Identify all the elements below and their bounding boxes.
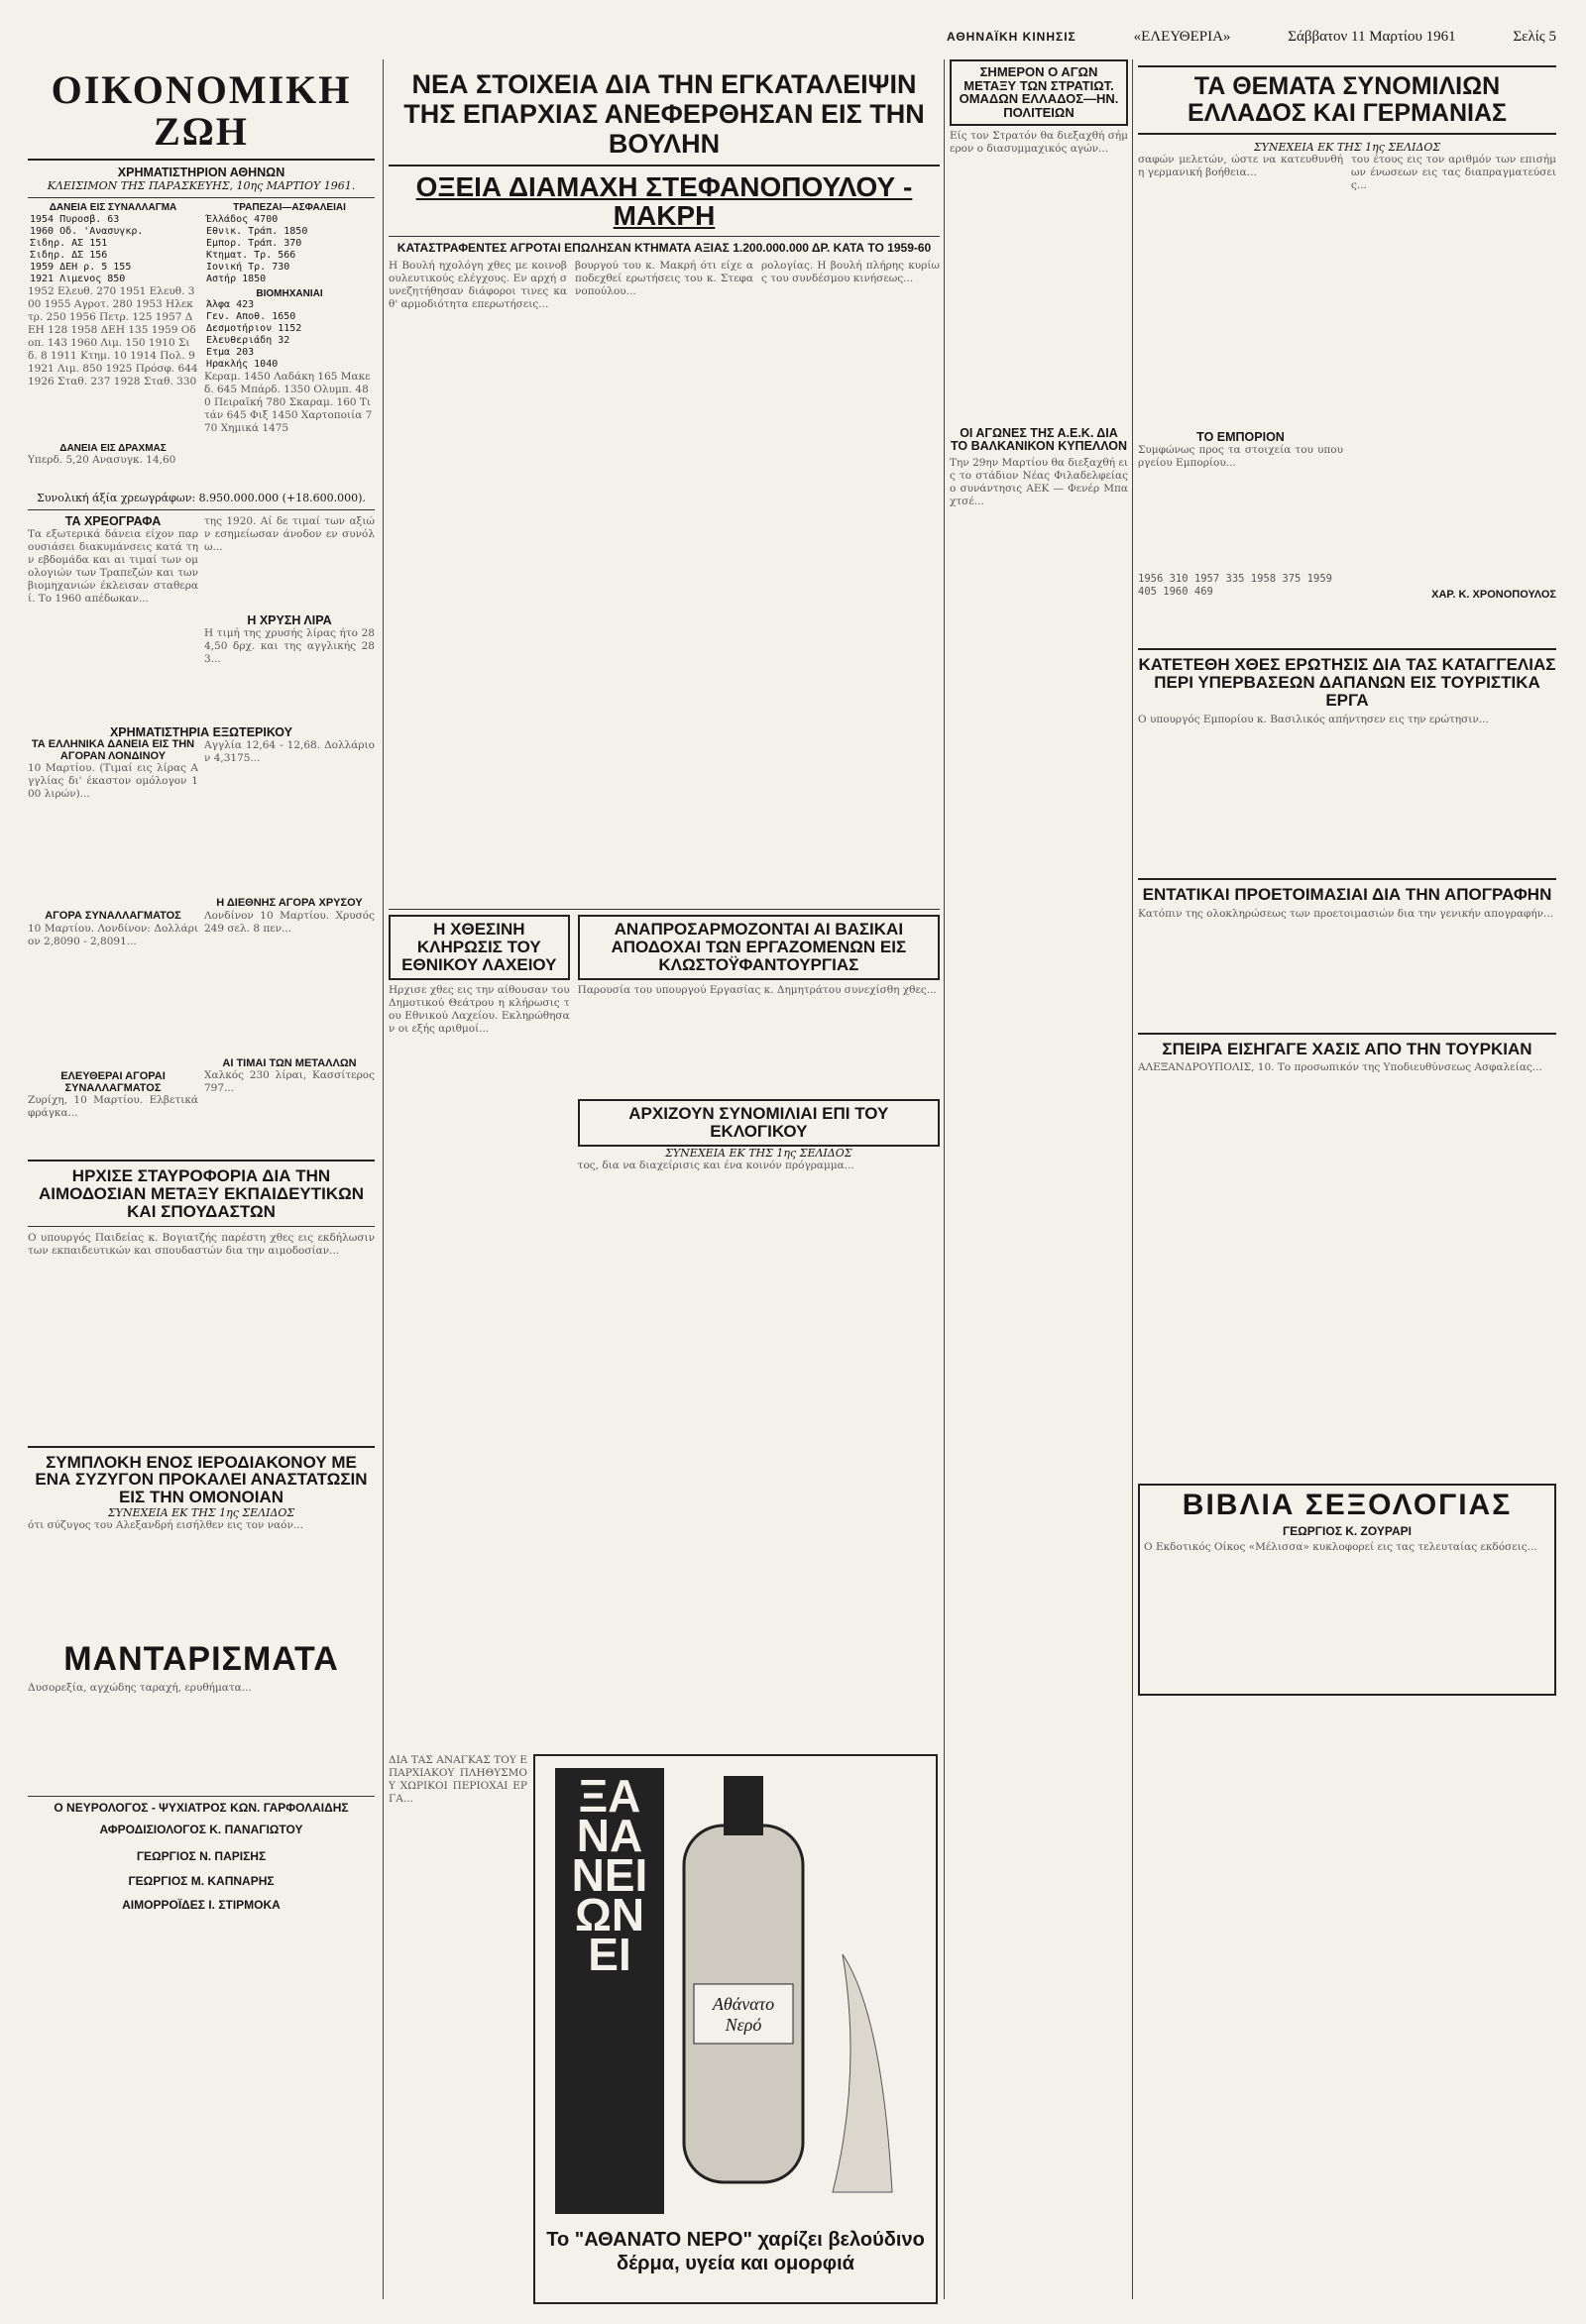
chrography-title: ΤΑ ΧΡΕΟΓΡΑΦΑ: [64, 514, 162, 529]
table-row: 1959 ΔΕΗ ρ. 5 155: [30, 261, 132, 273]
football-headline: ΣΗΜΕΡΟΝ Ο ΑΓΩΝ ΜΕΤΑΞΥ ΤΩΝ ΣΤΡΑΤΙΩΤ. ΟΜΑΔΩΝ ΕΛΛΑΔΟΣ—ΗΝ. ΠΟΛΙΤΕΙΩΝ: [950, 59, 1128, 126]
table-row: Εμπορ. Τράπ. 370: [206, 237, 302, 249]
industries-table: [204, 299, 375, 371]
mantarismata-title: ΜΑΝΤΑΡΙΣΜΑΤΑ: [63, 1640, 339, 1679]
table-row: Γεν. Αποθ. 1650: [206, 311, 296, 323]
table-row: Ελευθεριάδη 32: [206, 335, 290, 347]
table-row: Ιονική Τρ. 730: [206, 261, 290, 273]
books-ad: ΒΙΒΛΙΑ ΣΕΞΟΛΟΓΙΑΣ ΓΕΩΡΓΙΟΣ Κ. ΖΟΥΡΑΡΙ Ο Εκδοτικός Οίκος «Μέλισσα» κυκλοφορεί εις τας τελευταίας εκδόσεις...: [1138, 1484, 1556, 1696]
balkan-headline: ΟΙ ΑΓΩΝΕΣ ΤΗΣ Α.Ε.Κ. ΔΙΑ ΤΟ ΒΑΛΚΑΝΙΚΟΝ ΚΥΠΕΛΛΟΝ: [950, 425, 1128, 453]
table-row: Έλλάδος 4700: [206, 213, 279, 225]
loans-table: [28, 214, 198, 285]
table-row: 1921 Λιμενος 850: [30, 273, 126, 284]
ad-tagline: Το "ΑΘΑΝΑΤΟ ΝΕΡΟ" χαρίζει βελούδινο δέρμα, υγεία και ομορφιά: [546, 2229, 925, 2274]
banks-head: ΤΡΑΠΕΖΑΙ—ΑΣΦΑΛΕΙΑΙ: [233, 202, 346, 214]
closing-line: ΚΛΕΙΣΙΜΟΝ ΤΗΣ ΠΑΡΑΣΚΕΥΗΣ, 10ης ΜΑΡΤΙΟΥ 1961.: [47, 179, 356, 193]
right-columns: ΤΑ ΘΕΜΑΤΑ ΣΥΝΟΜΙΛΙΩΝ ΕΛΛΑΔΟΣ ΚΑΙ ΓΕΡΜΑΝΙΑΣ ΣΥΝΕΧΕΙΑ ΕΚ ΤΗΣ 1ης ΣΕΛΙΔΟΣ σαφών μελετών, ώστε να κατευθυνθή η γερμανική βοήθεια... ΤΟ ΕΜΠΟΡΙΟΝ Συμφώνως προς τα στοιχεία του υπουργείου Εμπορίου... 1956 310 1957 335 1958 375 1959 405 1960 469 του έτους εις τον αριθμόν των επισήμων ένωσεων εις τας διαπραγματεύσεις... ΧΑΡ. Κ. ΧΡΟΝΟΠΟΥΛΟΣ ΚΑΤΕΤΕΘΗ ΧΘΕΣ ΕΡΩΤΗΣΙΣ ΔΙΑ ΤΑΣ ΚΑΤΑΓΓΕΛΙΑΣ ΠΕΡΙ ΥΠΕΡΒΑΣΕΩΝ ΔΑΠΑΝΩΝ ΕΙΣ ΤΟΥΡΙΣΤΙΚΑ ΕΡΓΑ Ο υπουργός Εμπορίου κ. Βασιλικός απήντησεν εις την ερώτησιν... ΕΝΤΑΤΙΚΑΙ ΠΡΟΕΤΟΙΜΑΣΙΑΙ ΔΙΑ ΤΗΝ ΑΠΟΓΡΑΦΗΝ Κατόπιν της ολοκληρώσεως των προετοιμασιών δια την γενικήν απογραφήν... ΣΠΕΙΡΑ ΕΙΣΗΓΑΓΕ ΧΑΣΙΣ ΑΠΟ ΤΗΝ ΤΟΥΡΚΙΑΝ ΑΛΕΞΑΝΔΡΟΥΠΟΛΙΣ, 10. Το προσωπικόν της Υποδιευθύνσεως Ασφαλείας... ΒΙΒΛΙΑ ΣΕΞΟΛΟΓΙΑΣ ΓΕΩΡΓΙΟΣ Κ. ΖΟΥΡΑΡΙ Ο Εκδοτικός Οίκος «Μέλισσα» κυκλοφορεί εις τας τελευταίας εκδόσεις...: [1138, 59, 1556, 2299]
deacon-headline: ΣΥΜΠΛΟΚΗ ΕΝΟΣ ΙΕΡΟΔΙΑΚΟΝΟΥ ΜΕ ΕΝΑ ΣΥΖΥΓΟΝ ΠΡΟΚΑΛΕΙ ΑΝΑΣΤΑΤΩΣΙΝ ΕΙΣ ΤΗΝ ΟΜΟΝΟΙΑΝ: [35, 1452, 368, 1507]
ad-word: ΞΑΝΑΝΕΙΩΝΕΙ: [571, 1770, 648, 1980]
gold-market-title: Η ΔΙΕΘΝΗΣ ΑΓΟΡΑ ΧΡΥΣΟΥ: [216, 897, 363, 910]
census-headline: ΕΝΤΑΤΙΚΑΙ ΠΡΟΕΤΟΙΜΑΣΙΑΙ ΔΙΑ ΤΗΝ ΑΠΟΓΡΑΦΗΝ: [1142, 884, 1552, 904]
questions-headline: ΚΑΤΕΤΕΘΗ ΧΘΕΣ ΕΡΩΤΗΣΙΣ ΔΙΑ ΤΑΣ ΚΑΤΑΓΓΕΛΙΑΣ ΠΕΡΙ ΥΠΕΡΒΑΣΕΩΝ ΔΑΠΑΝΩΝ ΕΙΣ ΤΟΥΡΙΣΤΙΚΑ ΕΡΓΑ: [1138, 655, 1556, 710]
lower-mid-left: ΔΙΑ ΤΑΣ ΑΝΑΓΚΑΣ ΤΟΥ ΕΠΑΡΧΙΑΚΟΥ ΠΛΗΘΥΣΜΟΥ ΧΩΡΙΚΟΙ ΠΕΡΙΟΧΑΙ ΕΡΓΑ...: [389, 1754, 527, 1805]
doctor-ad: ΑΦΡΟΔΙΣΙΟΛΟΓΟΣ Κ. ΠΑΝΑΓΙΩΤΟΥ: [99, 1823, 303, 1837]
gold-title: Η ΧΡΥΣΗ ΛΙΡΑ: [247, 613, 332, 628]
header-date: Σάββατον 11 Μαρτίου 1961: [1288, 28, 1456, 45]
greek-loans-title: ΤΑ ΕΛΛΗΝΙΚΑ ΔΑΝΕΙΑ ΕΙΣ ΤΗΝ ΑΓΟΡΑΝ ΛΟΝΔΙΝΟΥ: [31, 738, 195, 762]
foreign-title: ΧΡΗΜΑΤΙΣΤΗΡΙΑ ΕΞΩΤΕΡΙΚΟΥ: [109, 725, 293, 740]
industries-head: ΒΙΟΜΗΧΑΝΙΑΙ: [256, 287, 323, 299]
table-row: Εθνικ. Τράπ. 1850: [206, 225, 308, 237]
table-row: Δεσμοτήριον 1152: [206, 323, 302, 335]
free-markets-title: ΕΛΕΥΘΕΡΑΙ ΑΓΟΡΑΙ ΣΥΝΑΛΛΑΓΜΑΤΟΣ: [60, 1070, 166, 1094]
snake-headline: ΣΠΕΙΡΑ ΕΙΣΗΓΑΓΕ ΧΑΣΙΣ ΑΠΟ ΤΗΝ ΤΟΥΡΚΙΑΝ: [1162, 1039, 1532, 1058]
lead-kicker: ΚΑΤΑΣΤΡΑΦΕΝΤΕΣ ΑΓΡΟΤΑΙ ΕΠΩΛΗΣΑΝ ΚΤΗΜΑΤΑ ΑΞΙΑΣ 1.200.000.000 ΔΡ. ΚΑΤΑ ΤΟ 1959-60: [396, 240, 932, 255]
economy-title: ΟΙΚΟΝΟΜΙΚΗ ΖΩΗ: [51, 69, 352, 154]
lead-story: ΝΕΑ ΣΤΟΙΧΕΙΑ ΔΙΑ ΤΗΝ ΕΓΚΑΤΑΛΕΙΨΙΝ ΤΗΣ ΕΠΑΡΧΙΑΣ ΑΝΕΦΕΡΘΗΣΑΝ ΕΙΣ ΤΗΝ ΒΟΥΛΗΝ ΟΞΕΙΑ ΔΙΑΜΑΧΗ ΣΤΕΦΑΝΟΠΟΥΛΟΥ - ΜΑΚΡΗ ΚΑΤΑΣΤΡΑΦΕΝΤΕΣ ΑΓΡΟΤΑΙ ΕΠΩΛΗΣΑΝ ΚΤΗΜΑΤΑ ΑΞΙΑΣ 1.200.000.000 ΔΡ. ΚΑΤΑ ΤΟ 1959-60 Η Βουλή ηχολόγη χθες με κοινοβουλευτικούς ελέγχους. Εν αρχή συνεζητήθησαν διάφοροι τινες καθ' αρμοδιότητα επερωτήσεις... βουργού του κ. Μακρή ότι είχε αποδεχθεί ερωτήσεις του κ. Στεφανοπούλου... ρολογίας. Η βουλή πλήρης κυρίως του συνδέσμου κινήσεως... Η ΧΘΕΣΙΝΗ ΚΛΗΡΩΣΙΣ ΤΟΥ ΕΘΝΙΚΟΥ ΛΑΧΕΙΟΥ Ηρχισε χθες εις την αίθουσαν του Δημοτικού Θεάτρου η κλήρωσις του Εθνικού Λαχείου. Εκληρώθησαν οι εξής αριθμοί... ΑΝΑΠΡΟΣΑΡΜΟΖΟΝΤΑΙ ΑΙ ΒΑΣΙΚΑΙ ΑΠΟΔΟΧΑΙ ΤΩΝ ΕΡΓΑΖΟΜΕΝΩΝ ΕΙΣ ΚΛΩΣΤΟΫΦΑΝΤΟΥΡΓΙΑΣ Παρουσία του υπουργού Εργασίας κ. Δημητράτου συνεχίσθη χθες... ΑΡΧΙΖΟΥΝ ΣΥΝΟΜΙΛΙΑΙ ΕΠΙ ΤΟΥ ΕΚΛΟΓΙΚΟΥ ΣΥΝΕΧΕΙΑ ΕΚ ΤΗΣ 1ης ΣΕΛΙΔΟΣ τος, δια να διαχείρισις και ένα κοινόν πρόγραμμα...: [389, 69, 940, 1171]
athanato-nero-ad: [533, 1754, 938, 2304]
table-row: Ετμα 203: [206, 347, 255, 359]
table-row: Αστήρ 1850: [206, 273, 267, 284]
table-row: Σιδηρ. ΔΣ 156: [30, 249, 108, 261]
textile-headline: ΑΝΑΠΡΟΣΑΡΜΟΖΟΝΤΑΙ ΑΙ ΒΑΣΙΚΑΙ ΑΠΟΔΟΧΑΙ ΤΩΝ ΕΡΓΑΖΟΜΕΝΩΝ ΕΙΣ ΚΛΩΣΤΟΫΦΑΝΤΟΥΡΓΙΑΣ: [578, 915, 940, 980]
doctor-ad: ΓΕΩΡΓΙΟΣ Μ. ΚΑΠΝΑΡΗΣ: [128, 1873, 275, 1888]
table-row: 1954 Πυροσβ. 63: [30, 213, 120, 225]
table-row: Σιδηρ. ΑΣ 151: [30, 237, 108, 249]
sports-column: ΣΗΜΕΡΟΝ Ο ΑΓΩΝ ΜΕΤΑΞΥ ΤΩΝ ΣΤΡΑΤΙΩΤ. ΟΜΑΔΩΝ ΕΛΛΑΔΟΣ—ΗΝ. ΠΟΛΙΤΕΙΩΝ Είς τον Στρατόν θα διεξαχθή σήμερον ο διασυμμαχικός αγών... ΟΙ ΑΓΩΝΕΣ ΤΗΣ Α.Ε.Κ. ΔΙΑ ΤΟ ΒΑΛΚΑΝΙΚΟΝ ΚΥΠΕΛΛΟΝ Την 29ην Μαρτίου θα διεξαχθή εις το στάδιον Νέας Φιλαδελφείας ο συνάντησις ΑΕΚ — Φενέρ Μπαχτσέ...: [950, 59, 1128, 2299]
page-header: [947, 24, 1556, 50]
table-row: Ηρακλής 1040: [206, 359, 279, 371]
continued-label: ΣΥΝΕΧΕΙΑ ΕΚ ΤΗΣ 1ης ΣΕΛΙΔΟΣ: [1253, 141, 1441, 154]
students-headline: ΗΡΧΙΣΕ ΣΤΑΥΡΟΦΟΡΙΑ ΔΙΑ ΤΗΝ ΑΙΜΟΔΟΣΙΑΝ ΜΕΤΑΞΥ ΕΚΠΑΙΔΕΥΤΙΚΩΝ ΚΑΙ ΣΠΟΥΔΑΣΤΩΝ: [38, 1166, 365, 1221]
table-row: Άλφα 423: [206, 299, 255, 311]
header-section: ΑΘΗΝΑΪΚΗ ΚΙΝΗΣΙΣ: [947, 30, 1076, 44]
table-row: 1960 Οδ. 'Ανασυγκρ.: [30, 225, 144, 237]
banks-table: [204, 214, 375, 285]
metals-title: ΑΙ ΤΙΜΑΙ ΤΩΝ ΜΕΤΑΛΛΩΝ: [222, 1056, 357, 1069]
header-paper: «ΕΛΕΥΘΕΡΙΑ»: [1133, 28, 1231, 45]
talks-headline: ΤΑ ΘΕΜΑΤΑ ΣΥΝΟΜΙΛΙΩΝ ΕΛΛΑΔΟΣ ΚΑΙ ΓΕΡΜΑΝΙΑΣ: [1187, 72, 1508, 127]
books-author: ΓΕΩΡΓΙΟΣ Κ. ΖΟΥΡΑΡΙ: [1282, 1523, 1413, 1538]
ad-bottle-label: Αθάνατο Νερό: [712, 1994, 775, 2035]
drachma-head: ΔΑΝΕΙΑ ΕΙΣ ΔΡΑΧΜΑΣ: [59, 442, 167, 454]
economy-section: ΟΙΚΟΝΟΜΙΚΗ ΖΩΗ ΧΡΗΜΑΤΙΣΤΗΡΙΟΝ ΑΘΗΝΩΝ ΚΛΕΙΣΙΜΟΝ ΤΗΣ ΠΑΡΑΣΚΕΥΗΣ, 10ης ΜΑΡΤΙΟΥ 1961. ΔΑΝΕΙΑ ΕΙΣ ΣΥΝΑΛΛΑΓΜΑ 1954 Πυροσβ. 63 1960 Οδ. 'Ανασυγκρ. Σιδηρ. ΑΣ 151 Σιδηρ. ΔΣ 156 1959 ΔΕΗ ρ. 5 155 1921 Λιμενος 850 1952 Ελευθ. 270 1951 Ελευθ. 300 1955 Αγροτ. 280 1953 Ηλεκτρ. 250 1956 Πετρ. 125 1957 ΔΕΗ 128 1958 ΔΕΗ 135 1959 Οδοπ. 143 1960 Λιμ. 150 1910 Σιδ. 8 1911 Κτημ. 10 1914 Πολ. 9 1921 Λιμ. 850 1925 Πρόσφ. 644 1926 Σταθ. 237 1928 Σταθ. 330 ΔΑΝΕΙΑ ΕΙΣ ΔΡΑΧΜΑΣ Υπερδ. 5,20 Ανασυγκ. 14,60 ΤΡΑΠΕΖΑΙ—ΑΣΦΑΛΕΙΑΙ Έλλάδος 4700 Εθνικ. Τράπ. 1850 Εμπορ. Τράπ. 370 Κτηματ. Τρ. 566 Ιονική Τρ. 730 Αστήρ 1850 ΒΙΟΜΗΧΑΝΙΑΙ Άλφα 423 Γεν. Αποθ. 1650 Δεσμοτήριον 1152 Ελευθεριάδη 32 Ετμα 203 Ηρακλής 1040 Κεραμ. 1450 Λαδάκη 165 Μακεδ. 645 Μπάρδ. 1350 Ολυμπ. 480 Πειραϊκή 780 Σκαραμ. 160 Τιτάν 645 Φιξ 1450 Χαρτοποιία 770 Χημικά 1475 Συνολική άξία χρεωγράφων: 8.950.000.000 (+18.600.000). ΤΑ ΧΡΕΟΓΡΑΦΑ Τα εξωτερικά δάνεια είχον παρουσιάσει διακυμάνσεις κατά την εβδομάδα και αι τιμαί των ομολογιών των Τραπεζών και των βιομηχανιών έκλεισαν σταθεραί. Το 1960 απέδωκαν... της 1920. Αί δε τιμαί των αξιών εσημείωσαν άνοδον εν συνόλω... Η ΧΡΥΣΗ ΛΙΡΑ Η τιμή της χρυσής λίρας ήτο 284,50 δρχ. και της αγγλικής 283... ΧΡΗΜΑΤΙΣΤΗΡΙΑ ΕΞΩΤΕΡΙΚΟΥ ΤΑ ΕΛΛΗΝΙΚΑ ΔΑΝΕΙΑ ΕΙΣ ΤΗΝ ΑΓΟΡΑΝ ΛΟΝΔΙΝΟΥ 10 Μαρτίου. (Τιμαί εις λίρας Αγγλίας δι' έκαστον ομόλογον 100 λιρών)... ΑΓΟΡΑ ΣΥΝΑΛΛΑΓΜΑΤΟΣ 10 Μαρτίου. Λονδίνον: Δολλάριον 2,8090 - 2,8091... ΕΛΕΥΘΕΡΑΙ ΑΓΟΡΑΙ ΣΥΝΑΛΛΑΓΜΑΤΟΣ Ζυρίχη, 10 Μαρτίου. Ελβετικά φράγκα... Αγγλία 12,64 - 12,68. Δολλάριον 4,3175... Η ΔΙΕΘΝΗΣ ΑΓΟΡΑ ΧΡΥΣΟΥ Λονδίνον 10 Μαρτίου. Χρυσός 249 σελ. 8 πεν... ΑΙ ΤΙΜΑΙ ΤΩΝ ΜΕΤΑΛΛΩΝ Χαλκός 230 λίραι, Κασσίτερος 797... ΗΡΧΙΣΕ ΣΤΑΥΡΟΦΟΡΙΑ ΔΙΑ ΤΗΝ ΑΙΜΟΔΟΣΙΑΝ ΜΕΤΑΞΥ ΕΚΠΑΙΔΕΥΤΙΚΩΝ ΚΑΙ ΣΠΟΥΔΑΣΤΩΝ Ο υπουργός Παιδείας κ. Βογιατζής παρέστη χθες εις εκδήλωσιν των εκπαιδευτικών και σπουδαστών δια την αιμοδοσίαν... ΣΥΜΠΛΟΚΗ ΕΝΟΣ ΙΕΡΟΔΙΑΚΟΝΟΥ ΜΕ ΕΝΑ ΣΥΖΥΓΟΝ ΠΡΟΚΑΛΕΙ ΑΝΑΣΤΑΤΩΣΙΝ ΕΙΣ ΤΗΝ ΟΜΟΝΟΙΑΝ ΣΥΝΕΧΕΙΑ ΕΚ ΤΗΣ 1ης ΣΕΛΙΔΟΣ ότι σύζυγος του Αλεξανδρή εισήλθεν εις τον ναόν... ΜΑΝΤΑΡΙΣΜΑΤΑ Δυσορεξία, αγχώδης ταραχή, ερυθήματα... Ο ΝΕΥΡΟΛΟΓΟΣ - ΨΥΧΙΑΤΡΟΣ ΚΩΝ. ΓΑΡΦΟΛΑΙΔΗΣ ΑΦΡΟΔΙΣΙΟΛΟΓΟΣ Κ. ΠΑΝΑΓΙΩΤΟΥ ΓΕΩΡΓΙΟΣ Ν. ΠΑΡΙΣΗΣ ΓΕΩΡΓΙΟΣ Μ. ΚΑΠΝΑΡΗΣ ΑΙΜΟΡΡΟΪΔΕΣ Ι. ΣΤΙΡΜΟΚΑ: [28, 69, 375, 1913]
total-value: Συνολική άξία χρεωγράφων: 8.950.000.000 (+18.600.000).: [37, 492, 366, 505]
doctor-ad: Ο ΝΕΥΡΟΛΟΓΟΣ - ΨΥΧΙΑΤΡΟΣ ΚΩΝ. ΓΑΡΦΟΛΑΙΔΗΣ: [54, 1800, 349, 1815]
lead-subheadline: ΟΞΕΙΑ ΔΙΑΜΑΧΗ ΣΤΕΦΑΝΟΠΟΥΛΟΥ - ΜΑΚΡΗ: [415, 171, 913, 232]
electoral-headline: ΑΡΧΙΖΟΥΝ ΣΥΝΟΜΙΛΙΑΙ ΕΠΙ ΤΟΥ ΕΚΛΟΓΙΚΟΥ: [578, 1099, 940, 1147]
continued-label: ΣΥΝΕΧΕΙΑ ΕΚ ΤΗΣ 1ης ΣΕΛΙΔΟΣ: [665, 1146, 852, 1160]
loans-head: ΔΑΝΕΙΑ ΕΙΣ ΣΥΝΑΛΛΑΓΜΑ: [49, 202, 177, 214]
table-row: Κτηματ. Τρ. 566: [206, 249, 296, 261]
exchange-market-title: ΑΓΟΡΑ ΣΥΝΑΛΛΑΓΜΑΤΟΣ: [45, 910, 181, 923]
lead-headline: ΝΕΑ ΣΤΟΙΧΕΙΑ ΔΙΑ ΤΗΝ ΕΓΚΑΤΑΛΕΙΨΙΝ ΤΗΣ ΕΠΑΡΧΙΑΣ ΑΝΕΦΕΡΘΗΣΑΝ ΕΙΣ ΤΗΝ ΒΟΥΛΗΝ: [403, 69, 925, 159]
lottery-headline: Η ΧΘΕΣΙΝΗ ΚΛΗΡΩΣΙΣ ΤΟΥ ΕΘΝΙΚΟΥ ΛΑΧΕΙΟΥ: [389, 915, 570, 980]
doctor-ad: ΑΙΜΟΡΡΟΪΔΕΣ Ι. ΣΤΙΡΜΟΚΑ: [122, 1898, 281, 1913]
byline: ΧΑΡ. Κ. ΧΡΟΝΟΠΟΥΛΟΣ: [1431, 589, 1556, 601]
books-headline: ΒΙΒΛΙΑ ΣΕΞΟΛΟΓΙΑΣ: [1182, 1489, 1513, 1522]
exchange-title: ΧΡΗΜΑΤΙΣΤΗΡΙΟΝ ΑΘΗΝΩΝ: [117, 166, 285, 179]
commerce-headline: ΤΟ ΕΜΠΟΡΙΟΝ: [1196, 430, 1285, 444]
header-page: Σελίς 5: [1513, 28, 1556, 45]
doctor-ad: ΓΕΩΡΓΙΟΣ Ν. ΠΑΡΙΣΗΣ: [136, 1849, 267, 1864]
continued-label: ΣΥΝΕΧΕΙΑ ΕΚ ΤΗΣ 1ης ΣΕΛΙΔΟΣ: [107, 1506, 295, 1520]
